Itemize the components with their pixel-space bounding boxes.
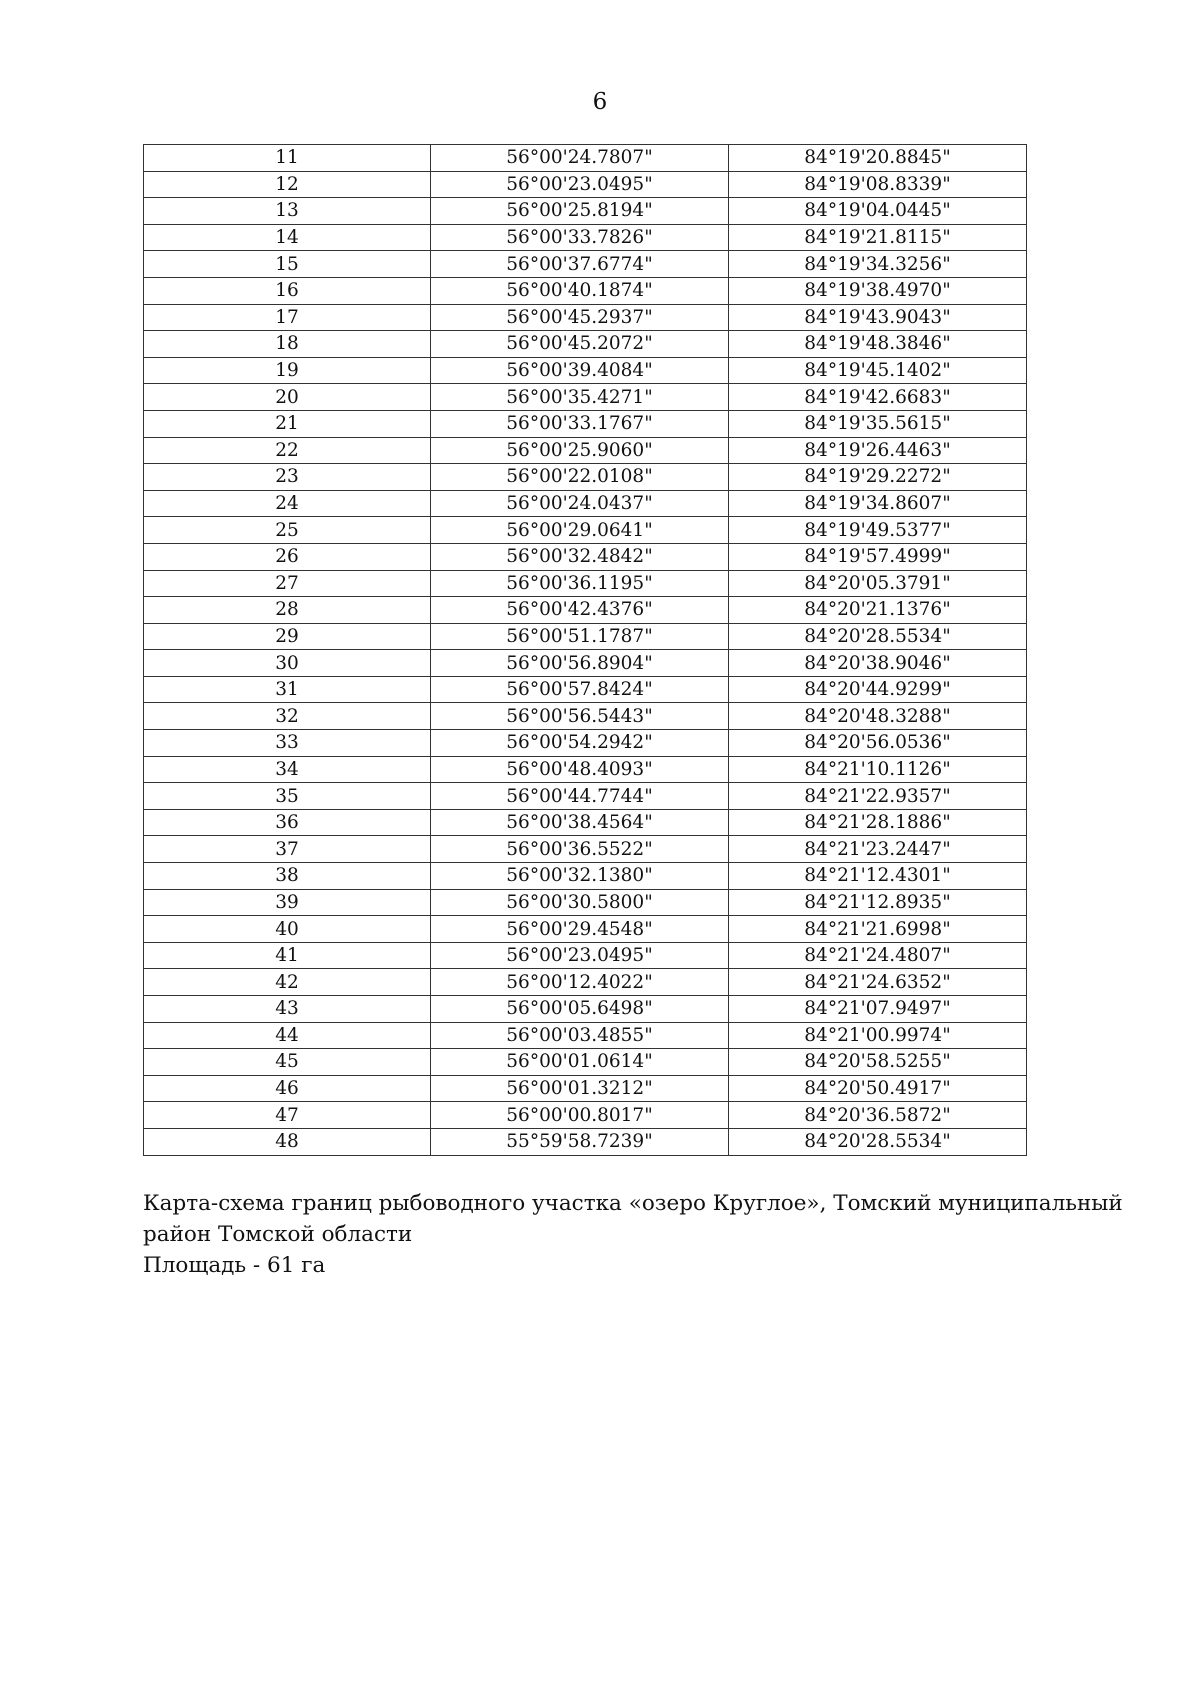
latitude-cell: 56°00'33.1767" bbox=[431, 410, 729, 437]
longitude-cell: 84°19'49.5377" bbox=[729, 517, 1027, 544]
table-row bbox=[144, 809, 1027, 836]
longitude-cell: 84°21'28.1886" bbox=[729, 809, 1027, 836]
table-row bbox=[144, 623, 1027, 650]
coordinates-table bbox=[143, 144, 1027, 1156]
longitude-cell: 84°20'28.5534" bbox=[729, 1128, 1027, 1155]
latitude-cell: 56°00'57.8424" bbox=[431, 676, 729, 703]
longitude-cell: 84°21'22.9357" bbox=[729, 783, 1027, 810]
longitude-cell: 84°19'20.8845" bbox=[729, 145, 1027, 172]
point-number-cell: 16 bbox=[144, 277, 431, 304]
longitude-cell: 84°19'34.8607" bbox=[729, 490, 1027, 517]
table-row bbox=[144, 517, 1027, 544]
longitude-cell: 84°21'24.4807" bbox=[729, 942, 1027, 969]
latitude-cell: 56°00'56.8904" bbox=[431, 650, 729, 677]
table-row bbox=[144, 145, 1027, 172]
point-number-cell: 47 bbox=[144, 1102, 431, 1129]
point-number-cell: 46 bbox=[144, 1075, 431, 1102]
point-number-cell: 22 bbox=[144, 437, 431, 464]
longitude-cell: 84°20'38.9046" bbox=[729, 650, 1027, 677]
table-row bbox=[144, 783, 1027, 810]
table-row bbox=[144, 836, 1027, 863]
point-number-cell: 37 bbox=[144, 836, 431, 863]
latitude-cell: 56°00'25.9060" bbox=[431, 437, 729, 464]
latitude-cell: 56°00'37.6774" bbox=[431, 251, 729, 278]
point-number-cell: 18 bbox=[144, 331, 431, 358]
longitude-cell: 84°19'29.2272" bbox=[729, 464, 1027, 491]
point-number-cell: 17 bbox=[144, 304, 431, 331]
caption-area: Площадь - 61 га bbox=[143, 1253, 326, 1278]
table-row bbox=[144, 357, 1027, 384]
point-number-cell: 23 bbox=[144, 464, 431, 491]
caption-title-line1: Карта-схема границ рыбоводного участка «озеро Круглое», Томский муниципальный bbox=[143, 1191, 1123, 1216]
point-number-cell: 25 bbox=[144, 517, 431, 544]
table-row bbox=[144, 969, 1027, 996]
longitude-cell: 84°21'10.1126" bbox=[729, 756, 1027, 783]
point-number-cell: 32 bbox=[144, 703, 431, 730]
table-row bbox=[144, 1022, 1027, 1049]
longitude-cell: 84°19'43.9043" bbox=[729, 304, 1027, 331]
point-number-cell: 27 bbox=[144, 570, 431, 597]
point-number-cell: 28 bbox=[144, 597, 431, 624]
table-row bbox=[144, 863, 1027, 890]
point-number-cell: 44 bbox=[144, 1022, 431, 1049]
latitude-cell: 56°00'48.4093" bbox=[431, 756, 729, 783]
longitude-cell: 84°20'28.5534" bbox=[729, 623, 1027, 650]
longitude-cell: 84°20'56.0536" bbox=[729, 730, 1027, 757]
longitude-cell: 84°21'24.6352" bbox=[729, 969, 1027, 996]
latitude-cell: 56°00'39.4084" bbox=[431, 357, 729, 384]
latitude-cell: 56°00'22.0108" bbox=[431, 464, 729, 491]
point-number-cell: 12 bbox=[144, 171, 431, 198]
latitude-cell: 56°00'23.0495" bbox=[431, 171, 729, 198]
longitude-cell: 84°21'21.6998" bbox=[729, 916, 1027, 943]
latitude-cell: 56°00'45.2937" bbox=[431, 304, 729, 331]
longitude-cell: 84°19'45.1402" bbox=[729, 357, 1027, 384]
longitude-cell: 84°21'12.4301" bbox=[729, 863, 1027, 890]
latitude-cell: 56°00'32.4842" bbox=[431, 543, 729, 570]
latitude-cell: 56°00'01.3212" bbox=[431, 1075, 729, 1102]
table-row bbox=[144, 490, 1027, 517]
table-row bbox=[144, 198, 1027, 225]
point-number-cell: 34 bbox=[144, 756, 431, 783]
table-row bbox=[144, 1049, 1027, 1076]
point-number-cell: 48 bbox=[144, 1128, 431, 1155]
table-row bbox=[144, 570, 1027, 597]
latitude-cell: 56°00'44.7744" bbox=[431, 783, 729, 810]
longitude-cell: 84°20'50.4917" bbox=[729, 1075, 1027, 1102]
caption-title bbox=[143, 1188, 1133, 1250]
table-row bbox=[144, 730, 1027, 757]
longitude-cell: 84°20'44.9299" bbox=[729, 676, 1027, 703]
point-number-cell: 29 bbox=[144, 623, 431, 650]
point-number-cell: 45 bbox=[144, 1049, 431, 1076]
table-row bbox=[144, 251, 1027, 278]
table-row bbox=[144, 1128, 1027, 1155]
latitude-cell: 56°00'29.0641" bbox=[431, 517, 729, 544]
latitude-cell: 56°00'24.7807" bbox=[431, 145, 729, 172]
table-row bbox=[144, 676, 1027, 703]
latitude-cell: 56°00'45.2072" bbox=[431, 331, 729, 358]
point-number-cell: 36 bbox=[144, 809, 431, 836]
point-number-cell: 43 bbox=[144, 996, 431, 1023]
latitude-cell: 56°00'12.4022" bbox=[431, 969, 729, 996]
latitude-cell: 56°00'25.8194" bbox=[431, 198, 729, 225]
table-row bbox=[144, 916, 1027, 943]
table-row bbox=[144, 996, 1027, 1023]
longitude-cell: 84°19'38.4970" bbox=[729, 277, 1027, 304]
point-number-cell: 38 bbox=[144, 863, 431, 890]
latitude-cell: 56°00'35.4271" bbox=[431, 384, 729, 411]
table-row bbox=[144, 224, 1027, 251]
latitude-cell: 56°00'30.5800" bbox=[431, 889, 729, 916]
table-row bbox=[144, 1102, 1027, 1129]
table-row bbox=[144, 437, 1027, 464]
map-caption bbox=[143, 1188, 1133, 1281]
table-row bbox=[144, 410, 1027, 437]
longitude-cell: 84°19'42.6683" bbox=[729, 384, 1027, 411]
longitude-cell: 84°21'07.9497" bbox=[729, 996, 1027, 1023]
table-row bbox=[144, 277, 1027, 304]
latitude-cell: 55°59'58.7239" bbox=[431, 1128, 729, 1155]
point-number-cell: 24 bbox=[144, 490, 431, 517]
longitude-cell: 84°19'26.4463" bbox=[729, 437, 1027, 464]
point-number-cell: 14 bbox=[144, 224, 431, 251]
table-row bbox=[144, 384, 1027, 411]
longitude-cell: 84°21'23.2447" bbox=[729, 836, 1027, 863]
latitude-cell: 56°00'38.4564" bbox=[431, 809, 729, 836]
longitude-cell: 84°20'48.3288" bbox=[729, 703, 1027, 730]
table-row bbox=[144, 703, 1027, 730]
latitude-cell: 56°00'23.0495" bbox=[431, 942, 729, 969]
longitude-cell: 84°19'48.3846" bbox=[729, 331, 1027, 358]
latitude-cell: 56°00'00.8017" bbox=[431, 1102, 729, 1129]
longitude-cell: 84°19'21.8115" bbox=[729, 224, 1027, 251]
point-number-cell: 11 bbox=[144, 145, 431, 172]
point-number-cell: 40 bbox=[144, 916, 431, 943]
latitude-cell: 56°00'29.4548" bbox=[431, 916, 729, 943]
table-row bbox=[144, 464, 1027, 491]
longitude-cell: 84°19'35.5615" bbox=[729, 410, 1027, 437]
latitude-cell: 56°00'40.1874" bbox=[431, 277, 729, 304]
table-row bbox=[144, 756, 1027, 783]
longitude-cell: 84°21'00.9974" bbox=[729, 1022, 1027, 1049]
table-row bbox=[144, 171, 1027, 198]
table-row bbox=[144, 543, 1027, 570]
point-number-cell: 33 bbox=[144, 730, 431, 757]
latitude-cell: 56°00'05.6498" bbox=[431, 996, 729, 1023]
point-number-cell: 39 bbox=[144, 889, 431, 916]
longitude-cell: 84°20'05.3791" bbox=[729, 570, 1027, 597]
point-number-cell: 35 bbox=[144, 783, 431, 810]
latitude-cell: 56°00'32.1380" bbox=[431, 863, 729, 890]
coordinates-table-body bbox=[144, 145, 1027, 1156]
longitude-cell: 84°20'36.5872" bbox=[729, 1102, 1027, 1129]
latitude-cell: 56°00'56.5443" bbox=[431, 703, 729, 730]
latitude-cell: 56°00'24.0437" bbox=[431, 490, 729, 517]
table-row bbox=[144, 597, 1027, 624]
latitude-cell: 56°00'33.7826" bbox=[431, 224, 729, 251]
point-number-cell: 26 bbox=[144, 543, 431, 570]
table-row bbox=[144, 650, 1027, 677]
point-number-cell: 21 bbox=[144, 410, 431, 437]
longitude-cell: 84°20'21.1376" bbox=[729, 597, 1027, 624]
point-number-cell: 20 bbox=[144, 384, 431, 411]
table-row bbox=[144, 942, 1027, 969]
point-number-cell: 15 bbox=[144, 251, 431, 278]
latitude-cell: 56°00'03.4855" bbox=[431, 1022, 729, 1049]
latitude-cell: 56°00'01.0614" bbox=[431, 1049, 729, 1076]
table-row bbox=[144, 331, 1027, 358]
point-number-cell: 30 bbox=[144, 650, 431, 677]
longitude-cell: 84°19'57.4999" bbox=[729, 543, 1027, 570]
point-number-cell: 42 bbox=[144, 969, 431, 996]
table-row bbox=[144, 304, 1027, 331]
longitude-cell: 84°20'58.5255" bbox=[729, 1049, 1027, 1076]
longitude-cell: 84°19'08.8339" bbox=[729, 171, 1027, 198]
latitude-cell: 56°00'36.5522" bbox=[431, 836, 729, 863]
latitude-cell: 56°00'54.2942" bbox=[431, 730, 729, 757]
page-number: 6 bbox=[592, 89, 608, 115]
longitude-cell: 84°19'04.0445" bbox=[729, 198, 1027, 225]
point-number-cell: 41 bbox=[144, 942, 431, 969]
point-number-cell: 13 bbox=[144, 198, 431, 225]
longitude-cell: 84°19'34.3256" bbox=[729, 251, 1027, 278]
table-row bbox=[144, 889, 1027, 916]
caption-title-line2: район Томской области bbox=[143, 1222, 413, 1247]
latitude-cell: 56°00'42.4376" bbox=[431, 597, 729, 624]
point-number-cell: 31 bbox=[144, 676, 431, 703]
point-number-cell: 19 bbox=[144, 357, 431, 384]
longitude-cell: 84°21'12.8935" bbox=[729, 889, 1027, 916]
latitude-cell: 56°00'36.1195" bbox=[431, 570, 729, 597]
latitude-cell: 56°00'51.1787" bbox=[431, 623, 729, 650]
table-row bbox=[144, 1075, 1027, 1102]
